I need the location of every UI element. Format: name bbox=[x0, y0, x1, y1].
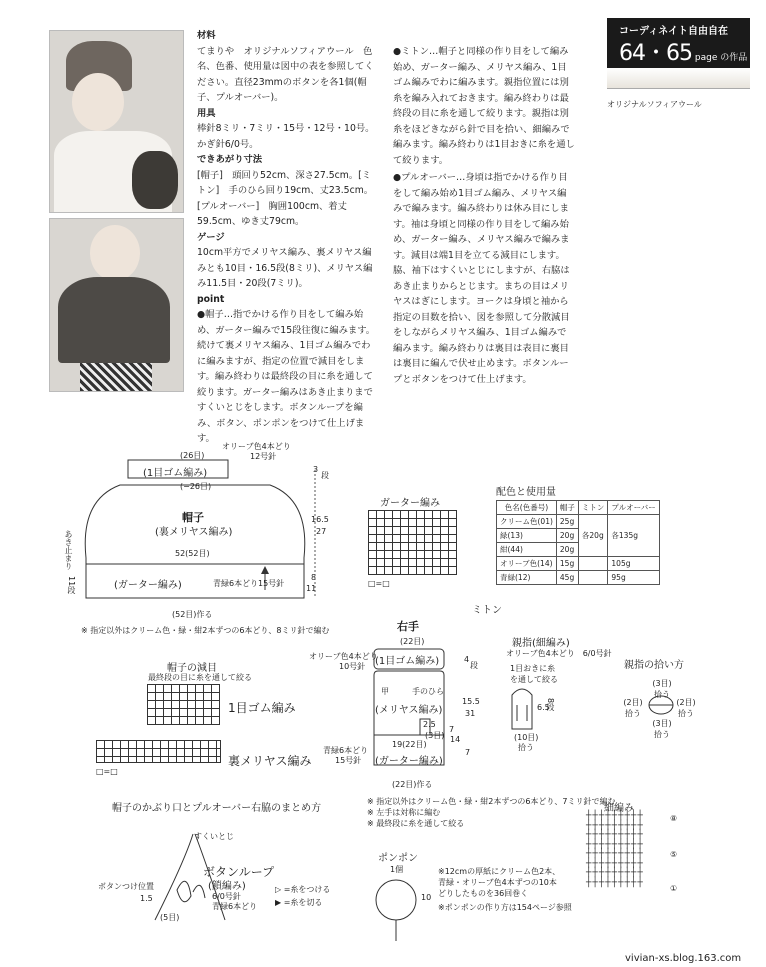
pompon-count: 1個 bbox=[390, 865, 404, 874]
color-table-cell: 紺(44) bbox=[497, 543, 557, 557]
mitten-palm: 手のひら bbox=[412, 687, 444, 696]
hat-bottom-rows-a: 8 bbox=[311, 573, 317, 582]
mitten-needle-15: 15号針 bbox=[335, 756, 362, 765]
mitten-thumb-rows-b: 14 bbox=[450, 735, 461, 744]
loop-cut: ▶ =糸を切る bbox=[275, 898, 323, 907]
color-table-cell: 緑(13) bbox=[497, 529, 557, 543]
hat-decrease-grid-rev bbox=[96, 740, 221, 763]
footer-site: vivian-xs.blog.163.com bbox=[625, 953, 742, 964]
hat-title: 帽子 bbox=[182, 511, 204, 524]
thumb-pick-title: 親指の拾い方 bbox=[624, 660, 684, 671]
pompon-shape bbox=[372, 875, 422, 945]
mitten-note-2: ※ 左手は対称に編む bbox=[367, 808, 441, 817]
photo-sweater bbox=[58, 277, 170, 363]
hat-rib-rows-unit: 段 bbox=[321, 471, 329, 480]
finishing-shape bbox=[145, 830, 240, 930]
hat-top-note: オリーブ色4本どり bbox=[222, 442, 291, 451]
loop-hook: 6/0号針 bbox=[212, 892, 241, 901]
finishing-rows: (5目) bbox=[160, 913, 180, 922]
mitten-sts-top: (22目) bbox=[400, 637, 425, 646]
mitten-section-title: ミトン bbox=[472, 605, 502, 616]
hat-rib-label: (1目ゴム編み) bbox=[143, 468, 208, 479]
pompon-title: ポンポン bbox=[378, 853, 418, 864]
mitten-cast-on: (22目)作る bbox=[392, 780, 433, 789]
size-text: [帽子] 頭回り52cm、深さ27.5cm。[ミトン] 手のひら回り19cm、丈23.5cm。[プルオーバー] 胸囲100cm、着丈59.5cm、ゆき丈79cm。 bbox=[197, 169, 374, 227]
point-text: ●帽子…指でかける作り目をして編み始め、ガーター編みで15段往復に編みます。続けて裏メリヤス編み、1目ゴム編みでわに編みますが、指定の位置で減目をします。編み終わりは最終段の目に糸を通して絞ります。ガーター編みはあき止まりまですくいとじをします。ボタンループを編み、ボタン、ポンポンをつけて仕上げます。 bbox=[197, 309, 376, 444]
thumb-dim-b: 8段 bbox=[546, 698, 555, 712]
color-table-header: プルオーバー bbox=[608, 501, 659, 515]
hat-subtitle: (裏メリヤス編み) bbox=[155, 527, 233, 538]
mitten-thumb-rows-a: 7 bbox=[449, 725, 455, 734]
thumb-dim-a: 6.5 bbox=[537, 703, 550, 712]
color-table-header: 帽子 bbox=[556, 501, 578, 515]
crochet-row-1: ① bbox=[670, 884, 678, 893]
thumb-shape bbox=[508, 685, 536, 731]
hat-depth-rows: 27 bbox=[316, 527, 327, 536]
photo-skirt bbox=[80, 363, 152, 391]
header-pages: 64・65 bbox=[619, 41, 692, 66]
mitten-body: (メリヤス編み) bbox=[375, 705, 443, 716]
mitten-needle-10: 10号針 bbox=[339, 662, 366, 671]
loop-subtitle: (鎖編み) bbox=[208, 881, 246, 892]
color-table-cell: 各135g bbox=[608, 515, 659, 557]
color-table-title: 配色と使用量 bbox=[496, 487, 556, 498]
mitten-thumb-pos-a: 2.5 bbox=[423, 720, 436, 729]
hat-decrease-title: 帽子の減目 bbox=[167, 663, 217, 674]
pompon-note-1: ※12cmの厚紙にクリーム色2本、青緑・オリーブ色4本ずつの10本どりしたものを36回巻く bbox=[438, 867, 561, 898]
color-table-cell: 25g bbox=[556, 515, 578, 529]
hat-minus-26: (−26目) bbox=[180, 482, 212, 491]
hat-garter-label: (ガーター編み) bbox=[114, 580, 182, 591]
thumb-pick-left: (2目)拾う bbox=[623, 698, 643, 718]
hat-decrease-grid-rib bbox=[147, 684, 220, 725]
crochet-row-8: ⑧ bbox=[670, 814, 678, 823]
color-table bbox=[496, 500, 660, 585]
hat-decrease-legend: □=□ bbox=[96, 767, 118, 776]
photo-face-2 bbox=[90, 225, 140, 281]
garter-chart-title: ガーター編み bbox=[380, 498, 440, 509]
mitten-thumb-pos-b: (3目) bbox=[425, 731, 445, 740]
color-table-header: ミトン bbox=[578, 501, 608, 515]
color-table-cell: 20g bbox=[556, 543, 578, 557]
point-heading: point bbox=[197, 293, 225, 305]
gauge-text: 10cm平方でメリヤス編み、裏メリヤス編みとも10目・16.5段(8ミリ)、メリヤス編み11.5目・20段(7ミリ)。 bbox=[197, 247, 373, 289]
page-header bbox=[607, 18, 766, 68]
photo-mitten bbox=[132, 151, 178, 209]
hat-needle-15: 15号針 bbox=[258, 579, 285, 588]
loop-attach: ▷ =糸をつける bbox=[275, 885, 331, 894]
mitten-rib-rows: 4 bbox=[464, 655, 470, 664]
tools-heading: 用具 bbox=[197, 107, 216, 119]
color-table-cell: オリーブ色(14) bbox=[497, 557, 557, 571]
thumb-pick-shape bbox=[646, 694, 676, 716]
finishing-seam: すくいとじ bbox=[194, 832, 234, 841]
yarn-swatch bbox=[607, 68, 750, 89]
pompon-size: 10 bbox=[421, 893, 432, 902]
mitten-shape bbox=[370, 645, 460, 775]
hat-note: ※ 指定以外はクリーム色・緑・紺2本ずつの6本どり、8ミリ針で編む bbox=[81, 626, 330, 635]
mitten-instructions: ●ミトン…帽子と同様の作り目をして編み始め、ガーター編み、メリヤス編み、1目ゴム編みでわに編みます。親指位置には別糸を編み入れておきます。編み終わりは最終段の目に糸を通して絞ります。親指は別糸をほどきながら針で目を拾い、細編みで編みます。編み終わりは1目おきに糸を通して絞ります。 bbox=[393, 46, 575, 166]
tools-text: 棒針8ミリ・7ミリ・15号・12号・10号。かぎ針6/0号。 bbox=[197, 123, 375, 150]
hat-garter-yarn: 青緑6本どり bbox=[213, 579, 259, 588]
photo-hat-mittens bbox=[49, 30, 184, 213]
mitten-note-3: ※ 最終段に糸を通して絞る bbox=[367, 819, 465, 828]
color-table-cell bbox=[578, 571, 608, 585]
photo-pullover bbox=[49, 218, 184, 392]
color-table-cell: 各20g bbox=[578, 515, 608, 557]
garter-chart-legend: □=□ bbox=[368, 579, 390, 588]
crochet-row-5: ⑤ bbox=[670, 850, 678, 859]
mitten-length-rows: 31 bbox=[465, 709, 476, 718]
hat-needle-12: 12号針 bbox=[250, 452, 277, 461]
color-table-cell bbox=[578, 557, 608, 571]
hat-shape bbox=[60, 440, 340, 620]
pompon-note-2: ※ポンポンの作り方は154ページ参照 bbox=[438, 903, 572, 912]
mitten-sts-19: 19(22目) bbox=[392, 740, 427, 749]
thumb-yarn: オリーブ色4本どり 6/0号針 bbox=[506, 649, 612, 658]
mitten-garter: (ガーター編み) bbox=[375, 756, 443, 767]
mitten-rib: (1目ゴム編み) bbox=[375, 656, 440, 667]
thumb-pick-right: (2目)拾う bbox=[676, 698, 696, 718]
thumb-title: 親指(細編み) bbox=[512, 638, 570, 649]
hat-decrease-subtitle: 最終段の目に糸を通して絞る bbox=[148, 673, 252, 682]
thumb-sts: (10目) bbox=[514, 733, 539, 742]
mitten-garter-rows: 7 bbox=[465, 748, 471, 757]
finishing-dim: 1.5 bbox=[140, 894, 153, 903]
mitten-rib-rows-unit: 段 bbox=[470, 661, 478, 670]
loop-title: ボタンループ bbox=[203, 865, 275, 879]
mitten-garter-yarn: 青緑6本どり bbox=[323, 746, 369, 755]
crochet-title: 細編み bbox=[604, 803, 634, 814]
hat-bottom-rows-b: 11 bbox=[306, 584, 317, 593]
hat-depth-value: 16.5 bbox=[311, 515, 329, 524]
color-table-cell: 20g bbox=[556, 529, 578, 543]
mitten-note-1: ※ 指定以外はクリーム色・緑・紺2本ずつの6本どり、7ミリ針で編む bbox=[367, 797, 616, 806]
header-suffix: page の作品 ★★ bbox=[694, 53, 766, 63]
materials-heading: 材料 bbox=[197, 30, 216, 41]
finishing-title: 帽子のかぶり口とプルオーバー右脇のまとめ方 bbox=[112, 803, 322, 814]
mitten-mark-back: 甲 bbox=[381, 687, 389, 696]
gauge-heading: ゲージ bbox=[197, 231, 225, 243]
hat-sts-26: (26目) bbox=[180, 451, 205, 460]
thumb-pick: 拾う bbox=[518, 743, 534, 752]
hat-cast-on: (52目)作る bbox=[172, 610, 213, 619]
left-text-column bbox=[197, 28, 379, 447]
hat-open-label: あき止まり bbox=[64, 530, 73, 570]
header-title: コーディネイト自由自在 bbox=[619, 26, 728, 37]
mitten-right-hand: 右手 bbox=[397, 620, 419, 633]
color-table-cell: クリーム色(01) bbox=[497, 515, 557, 529]
color-table-header: 色名(色番号) bbox=[497, 501, 557, 515]
color-table-cell: 15g bbox=[556, 557, 578, 571]
hat-rib-rows: 3 bbox=[313, 465, 319, 474]
thumb-note: 1目おきに糸を通して絞る bbox=[510, 664, 558, 684]
mitten-length: 15.5 bbox=[462, 697, 480, 706]
mitten-yarn-top: オリーブ色4本どり bbox=[309, 652, 378, 661]
garter-chart-grid bbox=[368, 510, 457, 575]
hat-decrease-rib-label: 1目ゴム編み bbox=[228, 701, 296, 715]
color-table-cell: 青緑(12) bbox=[497, 571, 557, 585]
right-text-column bbox=[393, 44, 575, 387]
thumb-pick-top: (3目)拾う bbox=[652, 679, 672, 699]
hat-width-label: 52(52目) bbox=[175, 549, 210, 558]
loop-yarn: 青緑6本どり bbox=[212, 902, 258, 911]
yarn-caption: オリジナルソフィアウール bbox=[607, 100, 702, 109]
thumb-pick-bottom: (3目)拾う bbox=[652, 719, 672, 739]
pullover-instructions: ●プルオーバー…身頃は指でかける作り目をして編み始め1目ゴム編み、メリヤス編みで編みます。編み終わりは休み目にします。袖は身頃と同様の作り目をして編み始め、ガーター編み、メリヤス編みで編みます。減目は端1目を立てる減目にします。脇、袖下はすくいとじにしますが、右脇はあき止まりからとじます。まちの目はメリヤスはぎにします。ヨークは身頃と袖から指定の目数を拾い、図を参照して分散減目をしながらメリヤス編み、1目ゴム編みで編みます。編み終わりは裏目は表目に裏目は裏目に編んで伏せ止めます。ボタンループとボタンをつけて仕上げます。 bbox=[393, 172, 570, 385]
finishing-button-pos: ボタンつけ位置 bbox=[98, 882, 154, 891]
color-table-cell: 95g bbox=[608, 571, 659, 585]
materials-text: てまりや オリジナルソフィアウール 色名、色番、使用量は図中の表を参照してください。直径23mmのボタンを各1個(帽子、プルオーバー)。 bbox=[197, 45, 374, 103]
color-table-cell: 45g bbox=[556, 571, 578, 585]
color-table-cell: 105g bbox=[608, 557, 659, 571]
hat-open-rows: 11段 bbox=[67, 576, 76, 595]
hat-decrease-rev-label: 裏メリヤス編み bbox=[228, 754, 312, 768]
size-heading: できあがり寸法 bbox=[197, 154, 263, 165]
crochet-chart: ┼┼┼┼┼┼┼┼┼ ┼┼┼┼┼┼┼┼┼ ┼┼┼┼┼┼┼┼┼ ┼┼┼┼┼┼┼┼┼ ┼┼┼┼┼┼┼┼┼ ┼┼┼┼┼┼┼┼┼ ┼┼┼┼┼┼┼┼┼ ┼┼┼┼┼┼┼┼┼ bbox=[586, 811, 644, 888]
photo-face bbox=[72, 73, 124, 131]
